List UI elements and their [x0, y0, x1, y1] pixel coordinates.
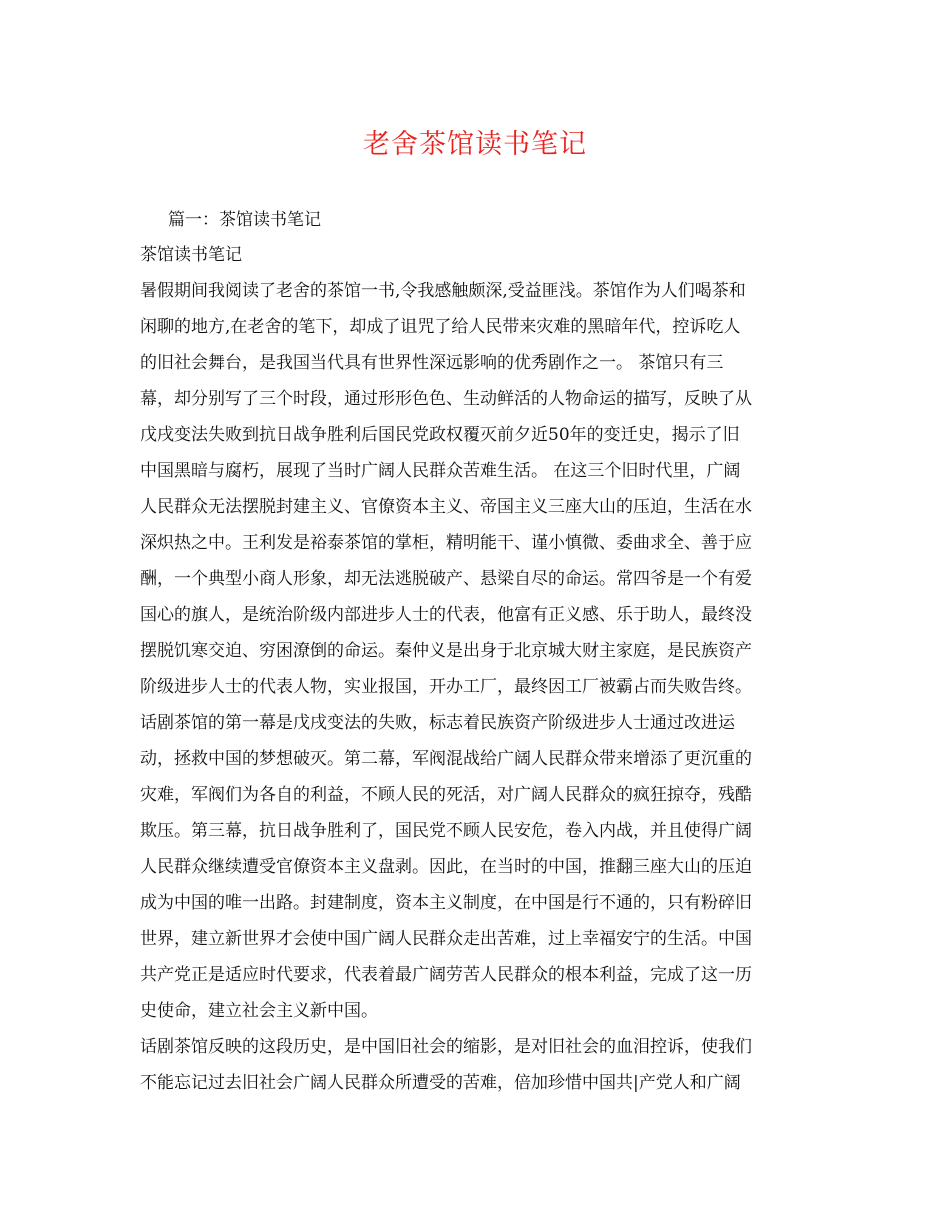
body-line: 摆脱饥寒交迫、穷困潦倒的命运。秦仲义是出身于北京城大财主家庭，是民族资产	[140, 641, 752, 661]
body-line: 不能忘记过去旧社会广阔人民群众所遭受的苦难，倍加珍惜中国共|产党人和广阔	[140, 1073, 741, 1093]
body-line: 人民群众继续遭受官僚资本主义盘剥。因此，在当时的中国，推翻三座大山的压迫	[140, 857, 752, 877]
body-line: 暑假期间我阅读了老舍的茶馆一书,令我感触颇深,受益匪浅。茶馆作为人们喝茶和	[140, 281, 746, 301]
body-line: 中国黑暗与腐朽，展现了当时广阔人民群众苦难生活。 在这三个旧时代里，广阔	[140, 461, 741, 481]
body-line: 话剧茶馆反映的这段历史，是中国旧社会的缩影，是对旧社会的血泪控诉，使我们	[140, 1037, 752, 1057]
body-line: 成为中国的唯一出路。封建制度，资本主义制度，在中国是行不通的，只有粉碎旧	[140, 893, 752, 913]
body-line: 幕，却分别写了三个时段，通过形形色色、生动鲜活的人物命运的描写，反映了从	[140, 389, 752, 409]
body-line: 戊戌变法失败到抗日战争胜利后国民党政权覆灭前夕近50年的变迁史，揭示了旧	[140, 425, 740, 445]
body-line: 的旧社会舞台，是我国当代具有世界性深远影响的优秀剧作之一。 茶馆只有三	[140, 353, 724, 373]
body-line: 阶级进步人士的代表人物，实业报国，开办工厂，最终因工厂被霸占而失败告终。	[140, 677, 752, 697]
body-line: 酬，一个典型小商人形象，却无法逃脱破产、悬梁自尽的命运。常四爷是一个有爱	[140, 569, 752, 589]
body-line: 人民群众无法摆脱封建主义、官僚资本主义、帝国主义三座大山的压迫，生活在水	[140, 497, 752, 517]
body-line: 共产党正是适应时代要求，代表着最广阔劳苦人民群众的根本利益，完成了这一历	[140, 965, 752, 985]
body-line: 深炽热之中。王利发是裕泰茶馆的掌柜，精明能干、谨小慎微、委曲求全、善于应	[140, 533, 752, 553]
section-heading: 篇一：茶馆读书笔记	[168, 210, 321, 230]
body-line: 动，拯救中国的梦想破灭。第二幕，军阀混战给广阔人民群众带来增添了更沉重的	[140, 749, 752, 769]
body-line: 话剧茶馆的第一幕是戊戌变法的失败，标志着民族资产阶级进步人士通过改进运	[140, 713, 735, 733]
body-line: 茶馆读书笔记	[140, 245, 242, 265]
body-line: 闲聊的地方,在老舍的笔下，却成了诅咒了给人民带来灾难的黑暗年代，控诉吃人	[140, 317, 741, 337]
body-line: 灾难，军阀们为各自的利益，不顾人民的死活，对广阔人民群众的疯狂掠夺，残酷	[140, 785, 752, 805]
body-line: 国心的旗人，是统治阶级内部进步人士的代表，他富有正义感、乐于助人，最终没	[140, 605, 752, 625]
document-title: 老舍茶馆读书笔记	[363, 129, 587, 160]
body-line: 史使命，建立社会主义新中国。	[140, 1001, 378, 1021]
body-line: 欺压。第三幕，抗日战争胜利了，国民党不顾人民安危，卷入内战，并且使得广阔	[140, 821, 752, 841]
body-line: 世界，建立新世界才会使中国广阔人民群众走出苦难，过上幸福安宁的生活。中国	[140, 929, 752, 949]
